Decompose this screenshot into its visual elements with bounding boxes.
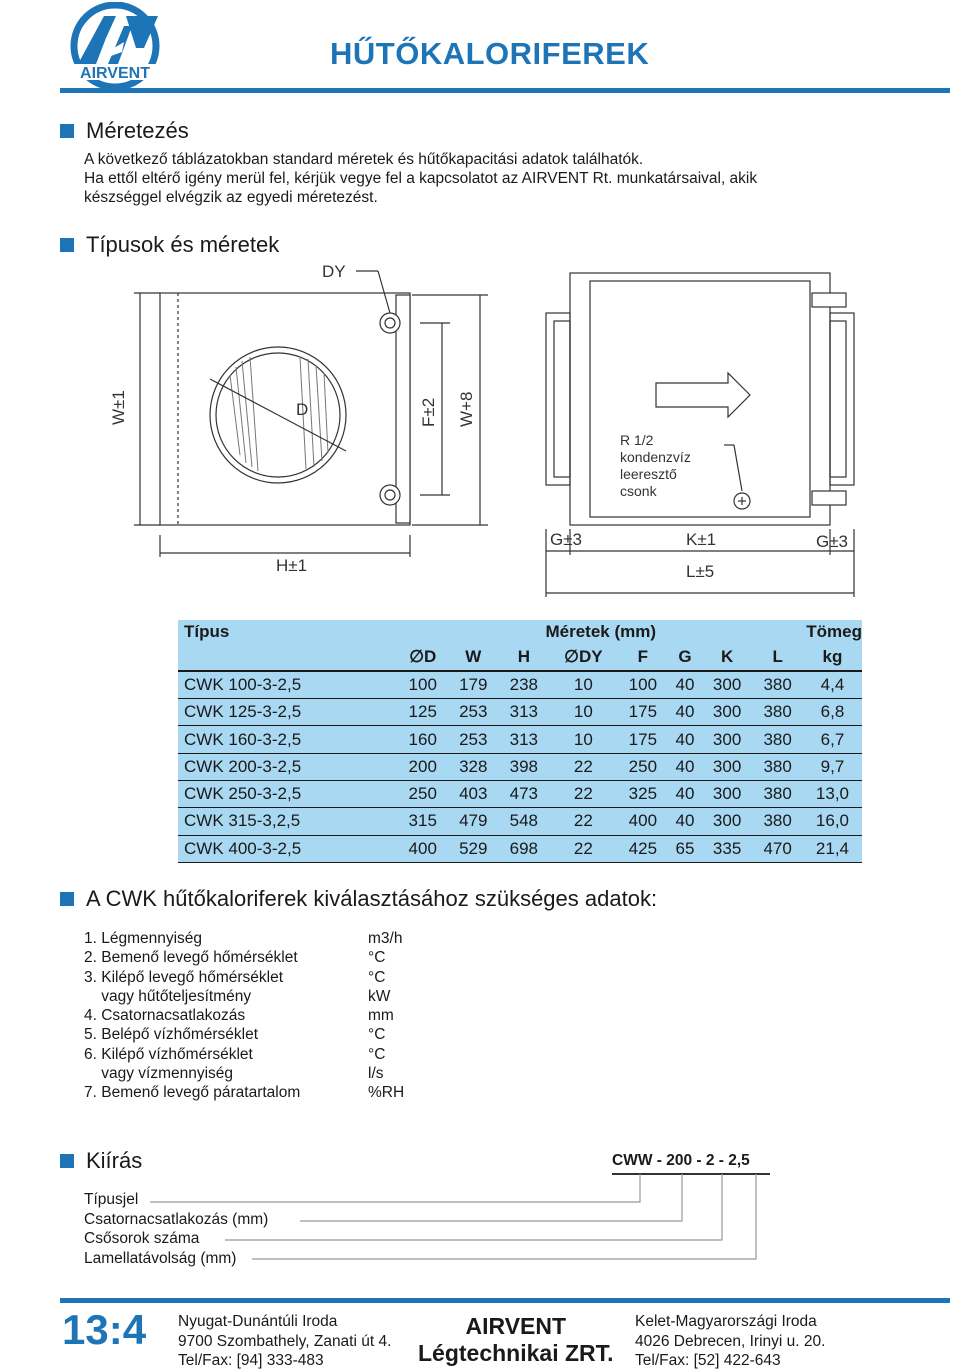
value-cell: 313: [499, 699, 550, 726]
value-cell: 175: [618, 699, 669, 726]
value-cell: 380: [752, 780, 803, 807]
table-row: [178, 780, 862, 807]
order-code-legend: [84, 1190, 268, 1268]
value-cell: 328: [448, 753, 499, 780]
list-item: [84, 1025, 404, 1044]
value-cell: 10: [549, 699, 617, 726]
h1-label: H±1: [276, 556, 308, 575]
square-bullet-icon: [60, 238, 74, 252]
company-brand: [418, 1313, 614, 1367]
lower-pipe-connector: [380, 485, 400, 505]
header-blank: [178, 644, 397, 671]
drain-label-line: kondenzvíz: [620, 449, 691, 465]
value-cell: 529: [448, 835, 499, 862]
item-unit: mm: [368, 1007, 394, 1025]
page-number: 13:4: [62, 1306, 147, 1353]
col-d: ∅D: [397, 644, 448, 671]
list-item: [84, 1045, 404, 1064]
value-cell: 22: [549, 780, 617, 807]
type-cell: CWK 100-3-2,5: [178, 671, 397, 698]
legend-item: Lamellatávolság (mm): [84, 1249, 237, 1267]
table-row: [178, 835, 862, 862]
value-cell: 380: [752, 753, 803, 780]
section-sizing-heading: [60, 118, 189, 144]
square-bullet-icon: [60, 892, 74, 906]
type-cell: CWK 125-3-2,5: [178, 699, 397, 726]
value-cell: 479: [448, 808, 499, 835]
value-cell: 313: [499, 726, 550, 753]
legend-item: Csősorok száma: [84, 1230, 200, 1248]
east-office-contact: [635, 1312, 825, 1370]
value-cell: 300: [702, 726, 753, 753]
office-line: 9700 Szombathely, Zanati út 4.: [178, 1332, 392, 1350]
item-label: 2. Bemenő levegő hőmérséklet: [84, 949, 298, 967]
value-cell: 315: [397, 808, 448, 835]
paragraph-line: A következő táblázatokban standard méretek és hűtőkapacitási adatok találhatók.: [84, 151, 644, 168]
value-cell: 403: [448, 780, 499, 807]
table-group-header-row: [178, 620, 862, 644]
w8-label: W+8: [457, 391, 476, 427]
value-cell: 13,0: [803, 780, 862, 807]
value-cell: 100: [397, 671, 448, 698]
value-cell: 548: [499, 808, 550, 835]
right-duct-collar: [830, 313, 854, 485]
value-cell: 22: [549, 835, 617, 862]
value-cell: 325: [618, 780, 669, 807]
legend-item: Csatornacsatlakozás (mm): [84, 1210, 269, 1228]
left-duct-collar: [546, 313, 570, 485]
col-f: F: [618, 644, 669, 671]
header-mass-text: Tömeg: [806, 622, 862, 641]
item-unit: °C: [368, 968, 386, 986]
col-h: H: [499, 644, 550, 671]
list-item: [84, 987, 404, 1006]
brand-line: Légtechnikai ZRT.: [418, 1340, 614, 1366]
value-cell: 398: [499, 753, 550, 780]
value-cell: 335: [702, 835, 753, 862]
front-view-frame: [160, 293, 410, 525]
office-line: Kelet-Magyarországi Iroda: [635, 1313, 817, 1330]
item-unit: l/s: [368, 1065, 384, 1083]
section-heading-text: Kiírás: [86, 1148, 143, 1173]
section-heading-text: Típusok és méretek: [86, 232, 280, 257]
upper-pipe-connector: [380, 313, 400, 333]
paragraph-line: Ha ettől eltérő igény merül fel, kérjük vegye fel a kapcsolatot az AIRVENT Rt. munkatársaival, akik: [84, 170, 758, 187]
list-item: [84, 1006, 404, 1025]
list-item: [84, 968, 404, 987]
col-k: K: [702, 644, 753, 671]
value-cell: 40: [668, 808, 702, 835]
f2-label: F±2: [419, 397, 438, 427]
section-selection-heading: [60, 886, 657, 912]
value-cell: 9,7: [803, 753, 862, 780]
value-cell: 380: [752, 726, 803, 753]
header-type: Típus: [178, 620, 397, 644]
l5-label: L±5: [686, 562, 715, 581]
type-cell: CWK 250-3-2,5: [178, 780, 397, 807]
value-cell: 40: [668, 726, 702, 753]
header-dims-text: Méretek (mm): [545, 622, 657, 641]
value-cell: 6,8: [803, 699, 862, 726]
brand-line: AIRVENT: [465, 1313, 567, 1339]
value-cell: 21,4: [803, 835, 862, 862]
item-label: 6. Kilépő vízhőmérséklet: [84, 1045, 253, 1063]
item-unit: °C: [368, 1026, 386, 1044]
value-cell: 425: [618, 835, 669, 862]
value-cell: 380: [752, 699, 803, 726]
value-cell: 300: [702, 780, 753, 807]
col-g: G: [668, 644, 702, 671]
dimension-table: [178, 620, 862, 863]
item-unit: kW: [368, 987, 391, 1005]
airflow-arrow-icon: [656, 373, 750, 417]
value-cell: 22: [549, 808, 617, 835]
value-cell: 400: [397, 835, 448, 862]
item-label: vagy vízmennyiség: [84, 1065, 234, 1083]
value-cell: 200: [397, 753, 448, 780]
item-unit: °C: [368, 949, 386, 967]
value-cell: 100: [618, 671, 669, 698]
dy-label: DY: [322, 262, 346, 281]
type-cell: CWK 315-3,2,5: [178, 808, 397, 835]
col-dy: ∅DY: [549, 644, 617, 671]
value-cell: 380: [752, 671, 803, 698]
office-line: Tel/Fax: [94] 333-483: [178, 1352, 324, 1369]
value-cell: 6,7: [803, 726, 862, 753]
item-unit: °C: [368, 1045, 386, 1063]
table-row: [178, 726, 862, 753]
selection-list: [84, 929, 404, 1103]
sizing-paragraph: [84, 150, 864, 207]
table-row: [178, 699, 862, 726]
drain-label-line: R 1/2: [620, 432, 654, 448]
item-label: 5. Belépő vízhőmérséklet: [84, 1026, 259, 1044]
value-cell: 380: [752, 808, 803, 835]
type-cell: CWK 160-3-2,5: [178, 726, 397, 753]
k1-label: K±1: [686, 530, 717, 549]
value-cell: 179: [448, 671, 499, 698]
section-ordering-heading: [60, 1148, 142, 1174]
footer-rule: [60, 1298, 950, 1303]
item-unit: %RH: [368, 1084, 405, 1102]
w1-label: W±1: [109, 390, 128, 425]
page-title: HŰTŐKALORIFEREK: [330, 36, 650, 71]
section-heading-text: Méretezés: [86, 118, 189, 143]
value-cell: 65: [668, 835, 702, 862]
table-row: [178, 808, 862, 835]
header-rule: [60, 88, 950, 93]
value-cell: 16,0: [803, 808, 862, 835]
legend-item: Típusjel: [84, 1191, 139, 1208]
value-cell: 250: [618, 753, 669, 780]
list-item: [84, 1083, 404, 1102]
table-row: [178, 753, 862, 780]
type-cell: CWK 400-3-2,5: [178, 835, 397, 862]
item-label: 1. Légmennyiség: [84, 930, 203, 947]
value-cell: 698: [499, 835, 550, 862]
square-bullet-icon: [60, 1154, 74, 1168]
value-cell: 125: [397, 699, 448, 726]
value-cell: 300: [702, 699, 753, 726]
drain-label-line: leeresztő: [620, 466, 677, 482]
value-cell: 253: [448, 726, 499, 753]
office-line: Tel/Fax: [52] 422-643: [635, 1352, 781, 1369]
col-l: L: [752, 644, 803, 671]
value-cell: 4,4: [803, 671, 862, 698]
value-cell: 238: [499, 671, 550, 698]
g3-right-label: G±3: [816, 532, 849, 551]
col-w: W: [448, 644, 499, 671]
value-cell: 22: [549, 753, 617, 780]
paragraph-line: készséggel elvégzik az egyedi méretezést.: [84, 189, 378, 206]
drain-label-line: csonk: [620, 483, 657, 499]
item-label: 3. Kilépő levegő hőmérséklet: [84, 968, 284, 986]
value-cell: 10: [549, 671, 617, 698]
value-cell: 300: [702, 808, 753, 835]
list-item: [84, 948, 404, 967]
value-cell: 40: [668, 671, 702, 698]
section-heading-text: A CWK hűtőkaloriferek kiválasztásához szükséges adatok:: [86, 886, 658, 911]
office-line: 4026 Debrecen, Irinyi u. 20.: [635, 1332, 826, 1350]
list-item: [84, 929, 404, 948]
value-cell: 470: [752, 835, 803, 862]
value-cell: 40: [668, 699, 702, 726]
west-office-contact: [178, 1312, 391, 1370]
value-cell: 400: [618, 808, 669, 835]
type-cell: CWK 200-3-2,5: [178, 753, 397, 780]
value-cell: 300: [702, 753, 753, 780]
svg-text:AIRVENT: AIRVENT: [80, 65, 150, 82]
value-cell: 40: [668, 780, 702, 807]
office-line: Nyugat-Dunántúli Iroda: [178, 1313, 338, 1330]
item-label: 4. Csatornacsatlakozás: [84, 1007, 246, 1025]
item-label: vagy hűtőteljesítmény: [84, 987, 252, 1005]
col-kg: kg: [803, 644, 862, 671]
value-cell: 300: [702, 671, 753, 698]
value-cell: 40: [668, 753, 702, 780]
table-body: [178, 671, 862, 862]
g3-left-label: G±3: [550, 530, 583, 549]
technical-drawing: [60, 255, 960, 615]
item-unit: m3/h: [368, 930, 403, 947]
d-label: D: [296, 400, 309, 419]
square-bullet-icon: [60, 124, 74, 138]
airvent-logo: [60, 2, 170, 92]
table-row: [178, 671, 862, 698]
list-item: [84, 1064, 404, 1083]
value-cell: 473: [499, 780, 550, 807]
value-cell: 253: [448, 699, 499, 726]
header-dims: [397, 620, 862, 644]
value-cell: 10: [549, 726, 617, 753]
value-cell: 175: [618, 726, 669, 753]
value-cell: 160: [397, 726, 448, 753]
item-label: 7. Bemenő levegő páratartalom: [84, 1084, 301, 1102]
order-code: CWW - 200 - 2 - 2,5: [612, 1152, 750, 1169]
value-cell: 250: [397, 780, 448, 807]
table-column-header-row: [178, 644, 862, 671]
